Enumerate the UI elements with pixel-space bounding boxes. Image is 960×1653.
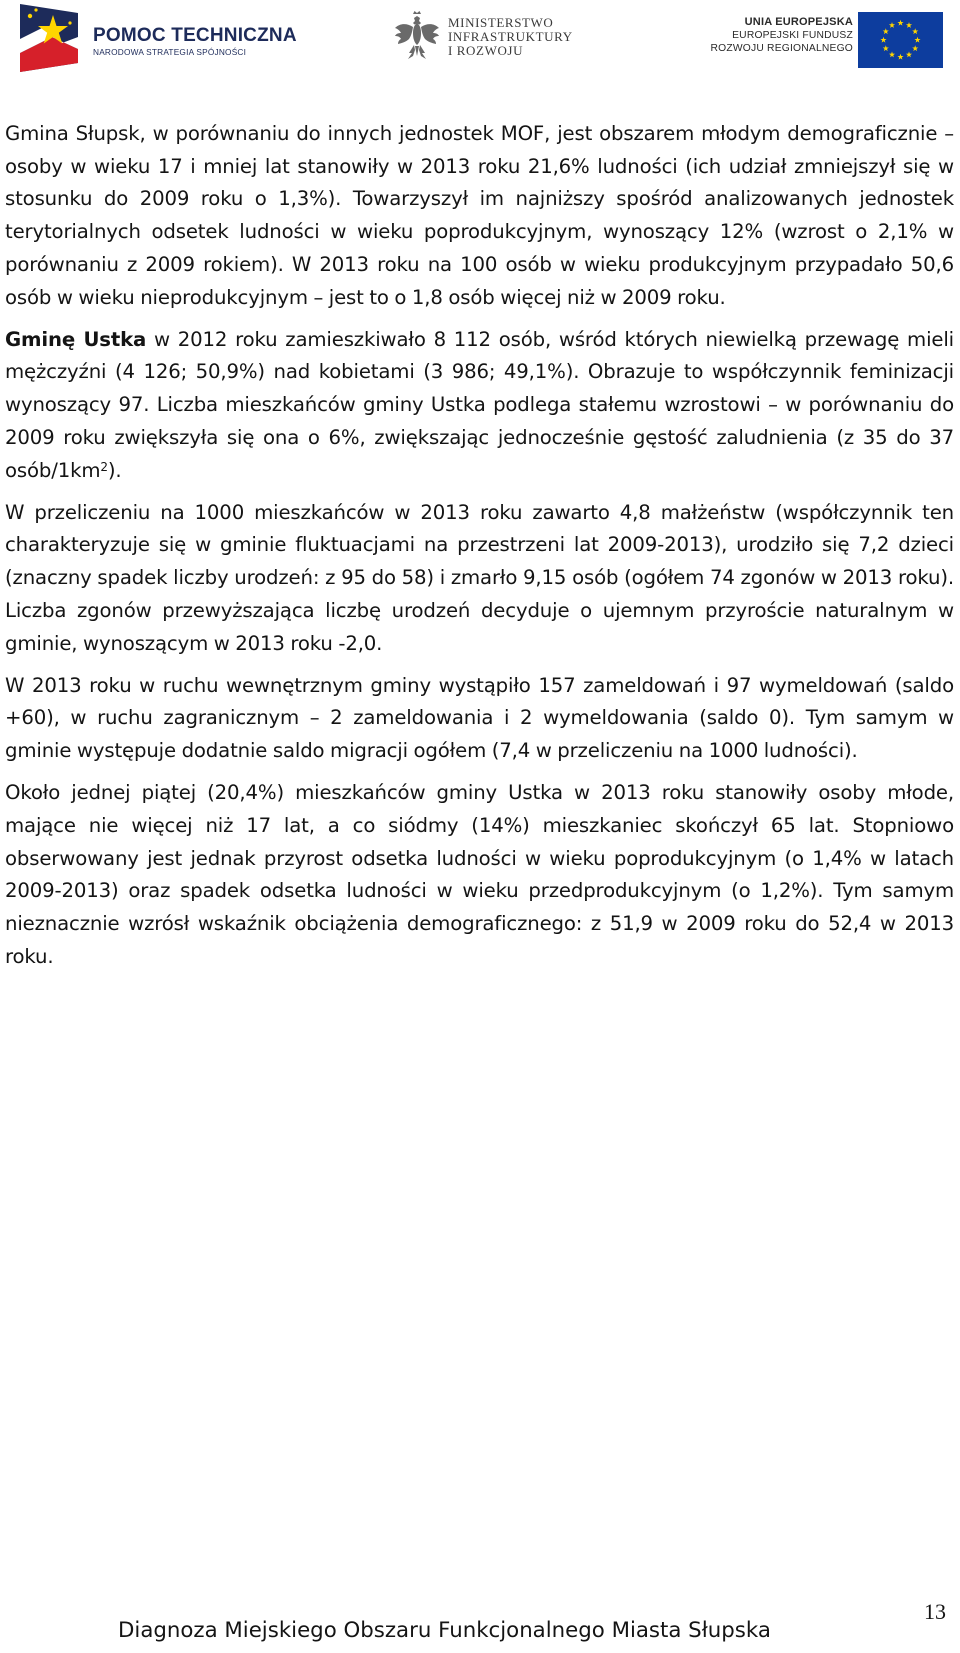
eu-flag-icon (858, 12, 943, 68)
paragraph-2-text: w 2012 roku zamieszkiwało 8 112 osób, wśród których niewielką przewagę mieli mężczyźni (4 126; 50,9%) nad kobietami (3 986; 49,1%). Obrazuje to współczynnik feminizacji wynoszący 97. Liczba mieszkańców gminy Ustka podlega stałemu wzrostowi – w porównaniu do 2009 roku zwiększyła się ona o 6%, zwiększając jednocześnie gęstość zaludnienia (z 35 do 37 osób/1km (5, 327, 954, 482)
ministry-line-3: I ROZWOJU (448, 43, 524, 58)
ministry-line-1: MINISTERSTWO (448, 15, 554, 30)
paragraph-4: W 2013 roku w ruchu wewnętrznym gminy wystąpiło 157 zameldowań i 97 wymeldowań (saldo +60), w ruchu zagranicznym – 2 zameldowania i 2 wymeldowania (saldo 0). Tym samym w gminie występuje dodatnie saldo migracji ogółem (7,4 w przeliczeniu na 1000 ludności). (5, 673, 954, 763)
ministry-logo (393, 10, 583, 65)
paragraph-5: Około jednej piątej (20,4%) mieszkańców gminy Ustka w 2013 roku stanowiły osoby młode, mające nie więcej niż 17 lat, a co siódmy (14%) mieszkaniec skończył 65 lat. Stopniowo obserwowany jest jednak przyrost odsetka ludności w wieku poprodukcyjnym (o 1,4% w latach 2009-2013) oraz spadek odsetka ludności w wieku przedprodukcyjnym (o 1,2%). Tym samym nieznacznie wzrósł wskaźnik obciążenia demograficznego: z 51,9 w 2009 roku do 52,4 w 2013 roku. (5, 781, 954, 968)
paragraph-3: W przeliczeniu na 1000 mieszkańców w 2013 roku zawarto 4,8 małżeństw (współczynnik ten charakteryzuje się w gminie fluktuacjami na przestrzeni lat 2009-2013), urodziło się 7,2 dzieci (znaczny spadek liczby urodzeń: z 95 do 58) i zmarło 9,15 osób (ogółem 74 zgonów w 2013 roku). Liczba zgonów przewyższająca liczbę urodzeń decyduje o ujemnym przyroście naturalnym w gminie, wynoszącym w 2013 roku -2,0. (5, 500, 954, 655)
eu-line-3: ROZWOJU REGIONALNEGO (710, 43, 853, 54)
ministry-line-2: INFRASTRUKTURY (448, 29, 573, 44)
eu-line-2: EUROPEJSKI FUNDUSZ (732, 30, 853, 41)
paragraph-2-end: ). (107, 458, 122, 482)
paragraph-2-superscript: 2 (100, 459, 108, 474)
polish-eagle-icon (393, 10, 441, 62)
paragraph-2-lead: Gminę Ustka (5, 327, 147, 351)
logo-pt-subtitle: NARODOWA STRATEGIA SPÓJNOŚCI (93, 47, 247, 57)
logo-pt-title: POMOC TECHNICZNA (93, 25, 297, 46)
flag-star-icon (18, 3, 84, 73)
page-header (0, 0, 960, 80)
page-number: 13 (924, 1599, 946, 1624)
document-body (5, 118, 954, 983)
eu-logo (700, 12, 945, 68)
paragraph-2 (5, 324, 954, 488)
pomoc-techniczna-logo (18, 3, 297, 73)
footer-title: Diagnoza Miejskiego Obszaru Funkcjonalnego Miasta Słupska (118, 1618, 771, 1643)
paragraph-1: Gmina Słupsk, w porównaniu do innych jednostek MOF, jest obszarem młodym demograficznie – osoby w wieku 17 i mniej lat stanowiły w 2013 roku 21,6% ludności (ich udział zmniejszył się w stosunku do 2009 roku o 1,3%). Towarzyszył im najniższy spośród analizowanych jednostek terytorialnych odsetek ludności w wieku poprodukcyjnym, wynoszący 12% (wzrost o 2,1% w porównaniu z 2009 rokiem). W 2013 roku na 100 osób w wieku produkcyjnym przypadało 50,6 osób w wieku nieprodukcyjnym – jest to o 1,8 osób więcej niż w 2009 roku. (5, 122, 954, 309)
eu-line-1: UNIA EUROPEJSKA (744, 16, 853, 28)
